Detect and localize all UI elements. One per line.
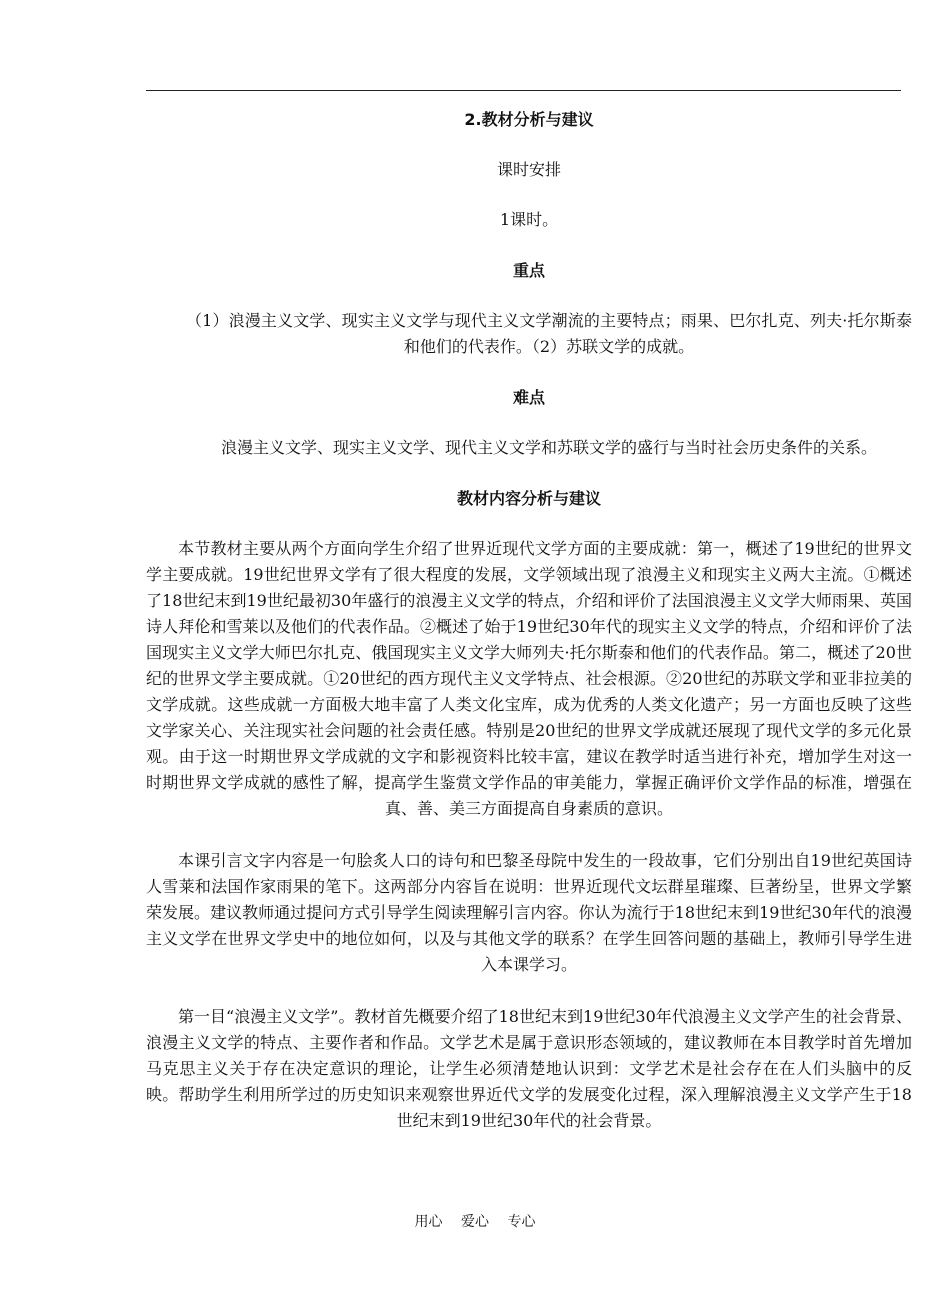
header-rule — [146, 90, 901, 91]
key-text: （1）浪漫主义文学、现实主义文学与现代主义文学潮流的主要特点；雨果、巴尔扎克、列夫·托尔斯泰和他们的代表作。（2）苏联文学的成就。 — [186, 311, 912, 356]
difficulty-text: 浪漫主义文学、现实主义文学、现代主义文学和苏联文学的盛行与当时社会历史条件的关系。 — [220, 438, 877, 457]
schedule-heading: 课时安排 — [496, 160, 561, 179]
schedule-value: 1课时。 — [499, 210, 559, 229]
analysis-heading: 教材内容分析与建议 — [456, 489, 601, 508]
paragraph-2: 本课引言文字内容是一句脍炙人口的诗句和巴黎圣母院中发生的一段故事，它们分别出自19世纪英国诗人雪莱和法国作家雨果的笔下。这两部分内容旨在说明：世界近现代文坛群星璀璨、巨著纷呈，世界文学繁荣发展。建议教师通过提问方式引导学生阅读理解引言内容。你认为流行于18世纪末到19世纪30年代的浪漫主义文学在世界文学史中的地位如何，以及与其他文学的联系？在学生回答问题的基础上，教师引导学生进入本课学习。 — [146, 851, 912, 974]
document-body — [146, 107, 912, 1134]
paragraph-1: 本节教材主要从两个方面向学生介绍了世界近现代文学方面的主要成就：第一，概述了19世纪的世界文学主要成就。19世纪世界文学有了很大程度的发展，文学领域出现了浪漫主义和现实主义两大主流。①概述了18世纪末到19世纪最初30年盛行的浪漫主义文学的特点，介绍和评价了法国浪漫主义文学大师雨果、英国诗人拜伦和雪莱以及他们的代表作品。②概述了始于19世纪30年代的现实主义文学的特点，介绍和评价了法国现实主义文学大师巴尔扎克、俄国现实主义文学大师列夫·托尔斯泰和他们的代表作品。第二，概述了20世纪的世界文学主要成就。①20世纪的西方现代主义文学特点、社会根源。②20世纪的苏联文学和亚非拉美的文学成就。这些成就一方面极大地丰富了人类文化宝库，成为优秀的人类文化遗产；另一方面也反映了这些文学家关心、关注现实社会问题的社会责任感。特别是20世纪的世界文学成就还展现了现代文学的多元化景观。由于这一时期世界文学成就的文字和影视资料比较丰富，建议在教学时适当进行补充，增加学生对这一时期世界文学成就的感性了解，提高学生鉴赏文学作品的审美能力，掌握正确评价文学作品的标准，增强在真、善、美三方面提高自身素质的意识。 — [146, 539, 912, 818]
page-footer: 用心 爱心 专心 — [414, 1214, 536, 1230]
key-heading: 重点 — [512, 261, 545, 280]
section-title: 2.教材分析与建议 — [464, 110, 594, 129]
paragraph-3: 第一目“浪漫主义文学”。教材首先概要介绍了18世纪末到19世纪30年代浪漫主义文学产生的社会背景、浪漫主义文学的特点、主要作者和作品。文学艺术是属于意识形态领域的，建议教师在本目教学时首先增加马克思主义关于存在决定意识的理论，让学生必须清楚地认识到：文学艺术是社会存在在人们头脑中的反映。帮助学生利用所学过的历史知识来观察世界近代文学的发展变化过程，深入理解浪漫主义文学产生于18世纪末到19世纪30年代的社会背景。 — [146, 1007, 912, 1130]
difficulty-heading: 难点 — [512, 388, 545, 407]
